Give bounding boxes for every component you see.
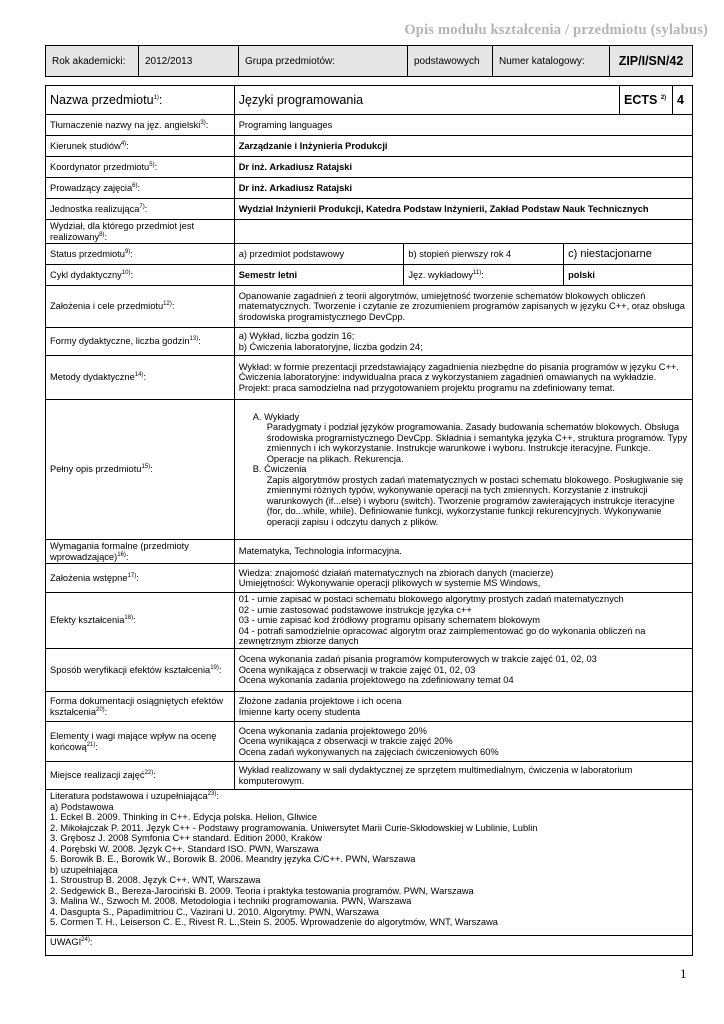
literature-item: 2. Sedgewick B., Bereza-Jarociński B. 2009. Teoria i praktyka testowania programów. PWN, Warszawa — [50, 885, 474, 896]
direction-label: Kierunek studiów$^{4)}$: — [46, 136, 235, 157]
literature-item: 3. Malina W., Szwoch M. 2008. Metodologia i techniki programowania. PWN, Warszawa — [50, 896, 412, 906]
notes-cell — [46, 936, 693, 956]
prerequisites-line: Wiedza: znajomość działań matematycznych na zbiorach danych (macierze) — [238, 567, 554, 578]
literature-item: 5. Borowik B. E., Borowik W., Borowik B. 2006. Meandry języka C/C++. PWN, Warszawa — [50, 854, 416, 864]
cycle-label: Cykl dydaktyczny$^{10)}$: — [46, 265, 235, 286]
place-value: Wykład realizowany w sali dydaktycznej ze sprzętem multimedialnym, ćwiczenia w laboratorium komputerowym. — [234, 762, 692, 790]
verification-line: Ocena wynikająca z obserwacji w trakcie zajęć 01, 02, 03 — [238, 664, 476, 675]
direction-value: Zarządzanie i Inżynieria Produkcji — [234, 136, 692, 157]
faculty-value — [234, 220, 692, 244]
methods-line: Ćwiczenia laboratoryjne: indywidualna praca z wykorzystaniem zagadnień omawianych na wykładzie. — [238, 372, 657, 383]
translation-value: Programing languages — [234, 115, 692, 136]
syllabus-table — [45, 85, 693, 956]
header-info-table — [45, 45, 693, 77]
verification-line: Ocena wykonania zadań pisania programów komputerowych w trakcie zajęć 01, 02, 03 — [238, 654, 597, 665]
course-name-label: Nazwa przedmiotu$^{1)}$: — [46, 86, 235, 115]
literature-item: 1. Eckel B. 2009. Thinking in C++. Edycja polska. Helion, Gliwice — [50, 812, 317, 822]
year-label: Rok akademicki: — [46, 46, 139, 77]
year-value: 2012/2013 — [139, 46, 239, 77]
unit-value: Wydział Inżynierii Produkcji, Katedra Podstaw Inżynierii, Zakład Podstaw Nauk Technicznych — [234, 199, 692, 220]
literature-item: 4. Porębski W. 2008. Język C++. Standard ISO. PWN, Warszawa — [50, 843, 319, 854]
cycle-value: Semestr letni — [234, 265, 404, 286]
effects-line: 02 - umie zastosować podstawowe instrukcje języka c++ — [238, 604, 472, 615]
forms-item: a) Wykład, liczba godzin 16; — [238, 331, 355, 341]
goals-value: Opanowanie zagadnień z teorii algorytmów, umiejętność tworzenie schematów blokowych obliczeń matematycznych. Tworzenie i czytanie ze zrozumieniem programów zapisanych w języku C++, oraz obsługa środowiska programistycznego DevCpp. — [234, 286, 692, 328]
effects-line: 01 - umie zapisać w postaci schematu blokowego algorytmy prostych zadań matematycznych — [238, 594, 624, 605]
verification-label: Sposób weryfikacji efektów kształcenia$^{19)}$: — [46, 649, 235, 692]
documentation-line: Złożone zadania projektowe i ich ocena — [238, 696, 402, 706]
place-label: Miejsce realizacji zajęć$^{22)}$: — [46, 762, 235, 790]
weights-label: Elementy i wagi mające wpływ na ocenę końcową$^{21)}$: — [46, 722, 235, 762]
unit-label: Jednostka realizująca$^{7)}$: — [46, 199, 235, 220]
literature-supplementary-heading: b) uzupełniająca — [50, 864, 118, 875]
weights-value — [234, 722, 692, 762]
status-b: b) stopień pierwszy rok 4 — [404, 244, 564, 265]
weights-line: Ocena wynikająca z obserwacji w trakcie zajęć 20% — [238, 736, 453, 747]
prerequisites-value — [234, 564, 692, 593]
literature-label: Literatura podstawowa i uzupełniająca$^{23)}$: — [50, 790, 219, 801]
exercises-text: Zapis algorytmów prostych zadań matematycznych w postaci schematu blokowego. Posługiwanie się zmiennymi różnych typów, wykonywanie operacji na tych zmiennych. Korzystanie z instrukcji warunkowych (if...else) i wyboru (switch). Tworzenie programów zawierających instrukcje iteracyjne (for, do...while, while). Definiowanie funkcji, wykorzystanie funkcji rekurencyjnych. Wykonywanie operacji zapisu i odczytu danych z plików. — [266, 474, 684, 527]
lecturer-value: Dr inż. Arkadiusz Ratajski — [234, 178, 692, 199]
literature-item: 3. Grębosz J. 2008 Symfonia C++ standard. Edition 2000, Kraków — [50, 833, 322, 843]
methods-line: Projekt: praca samodzielna nad przygotowaniem projektu programu na zdefiniowany temat. — [238, 382, 615, 393]
literature-item: 1. Stroustrup B. 2008. Język C++. WNT, Warszawa — [50, 875, 261, 885]
coordinator-value: Dr inż. Arkadiusz Ratajski — [234, 157, 692, 178]
status-c: c) niestacjonarne — [564, 244, 693, 265]
faculty-label: Wydział, dla którego przedmiot jest realizowany$^{8)}$: — [46, 220, 235, 244]
language-value: polski — [564, 265, 693, 286]
documentation-line: Imienne karty oceny studenta — [238, 706, 361, 717]
methods-label: Metody dydaktyczne$^{14)}$: — [46, 356, 235, 400]
goals-label: Założenia i cele przedmiotu$^{12)}$: — [46, 286, 235, 328]
weights-line: Ocena zadań wykonywanych na zajęciach ćwiczeniowych 60% — [238, 746, 499, 757]
prerequisites-line: Umiejętności: Wykonywanie operacji plikowych w systemie MS Windows, — [238, 578, 541, 588]
ects-value: 4 — [672, 86, 692, 115]
methods-line: Wykład: w formie prezentacji przedstawiający zagadnienia niezbędne do pisania programów w języku C++. — [238, 361, 679, 372]
coordinator-label: Koordynator przedmiotu$^{5)}$: — [46, 157, 235, 178]
literature-basic-heading: a) Podstawowa — [50, 801, 114, 812]
status-label: Status przedmiotu$^{9)}$: — [46, 244, 235, 265]
group-label: Grupa przedmiotów: — [239, 46, 408, 77]
full-description-value — [234, 400, 692, 540]
literature-item: 2. Mikołajczak P. 2011. Język C++ - Podstawy programowania. Uniwersytet Marii Curie-Skłodowskiej w Lublinie, Lublin — [50, 822, 538, 833]
weights-line: Ocena wykonania zadania projektowego 20% — [238, 725, 427, 736]
page-number: 1 — [680, 966, 687, 981]
verification-line: Ocena wykonania zadania projektowego na zdefiniowany temat 04 — [238, 675, 514, 686]
effects-line: 03 - umie zapisać kod źródłowy programu opisany schematem blokowym — [238, 615, 540, 626]
requirements-label: Wymagania formalne (przedmioty wprowadzające)$^{16)}$: — [46, 540, 235, 564]
verification-value — [234, 649, 692, 692]
forms-item: b) Ćwiczenia laboratoryjne, liczba godzin 24; — [238, 341, 423, 352]
lecturer-label: Prowadzący zajęcia$^{6)}$: — [46, 178, 235, 199]
catalog-value: ZIP/I/SN/42 — [610, 46, 693, 77]
lectures-text: Paradygmaty i podział języków programowania. Zasady budowania schematów blokowych. Obsługa środowiska programistycznego DevCpp. Składnia i semantyka języka C++, struktura programów. Typy zmiennych i ich wykorzystanie. Instrukcje warunkowe i wyboru. Instrukcje iteracyjne. Funkcje. Operacje na plikach. Rekurencja. — [266, 422, 688, 464]
methods-value — [234, 356, 692, 400]
literature-cell — [46, 790, 693, 936]
documentation-label: Forma dokumentacji osiągniętych efektów kształcenia$^{20)}$: — [46, 692, 235, 722]
translation-label: Tłumaczenie nazwy na jęz. angielski$^{3)}$: — [46, 115, 235, 136]
course-name-value: Języki programowania — [234, 86, 619, 115]
full-description-label: Pełny opis przedmiotu$^{15)}$: — [46, 400, 235, 540]
effects-line: 04 - potrafi samodzielnie opracować algorytm oraz zaimplementować go do wykonania obliczeń na zewnętrznym zbiorze danych — [238, 625, 646, 647]
exercises-heading: B. Ćwiczenia — [252, 464, 307, 475]
document-title: Opis modułu kształcenia / przedmiotu (sylabus) — [404, 22, 708, 38]
ects-label: ECTS $^{2)}$ — [620, 86, 673, 115]
effects-label: Efekty kształcenia$^{18)}$: — [46, 593, 235, 649]
requirements-value: Matematyka, Technologia informacyjna. — [234, 540, 692, 564]
lectures-heading: A. Wykłady — [252, 411, 300, 422]
literature-item: 5. Cormen T. H., Leiserson C. E., Rivest R. L.,Stein S. 2005. Wprowadzenie do algorytmów, WNT, Warszawa — [50, 917, 498, 927]
documentation-value — [234, 692, 692, 722]
literature-item: 4. Dasgupta S., Papadimitriou C., Vazirani U. 2010. Algorytmy. PWN, Warszawa — [50, 906, 379, 917]
status-a: a) przedmiot podstawowy — [234, 244, 404, 265]
language-label: Jęz. wykładowy$^{11)}$: — [404, 265, 564, 286]
effects-value — [234, 593, 692, 649]
forms-label: Formy dydaktyczne, liczba godzin$^{13)}$: — [46, 328, 235, 356]
catalog-label: Numer katalogowy: — [493, 46, 610, 77]
group-value: podstawowych — [408, 46, 493, 77]
prerequisites-label: Założenia wstępne$^{17)}$: — [46, 564, 235, 593]
forms-value — [234, 328, 692, 356]
notes-label: UWAGI$^{24)}$: — [50, 936, 93, 947]
